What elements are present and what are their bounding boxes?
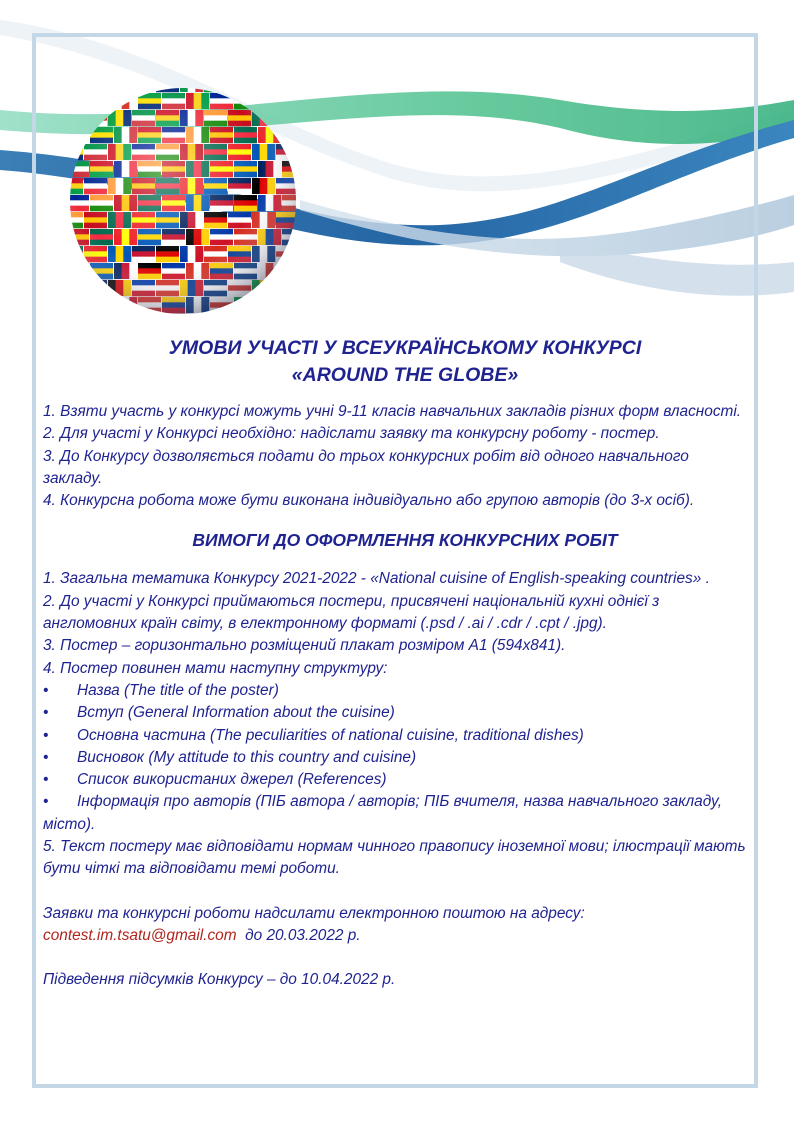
bullet-icon: •: [43, 704, 49, 722]
requirement-item: 1. Загальна тематика Конкурсу 2021-2022 - «National cuisine of English-speaking countries» .: [43, 570, 710, 588]
structure-item: [43, 680, 751, 702]
structure-item-text: Назва (The title of the poster): [77, 681, 279, 699]
contact-email-link[interactable]: contest.im.tsatu@gmail.com: [43, 926, 237, 944]
structure-item: [43, 769, 751, 791]
structure-item: [43, 747, 751, 769]
requirement-item: 4. Постер повинен мати наступну структуру:: [43, 659, 388, 677]
main-content: [43, 335, 751, 992]
condition-item: 4. Конкурсна робота може бути виконана індивідуально або групою авторів (до 3-х осіб).: [43, 492, 695, 510]
requirements-list: [43, 568, 751, 880]
structure-item-text: Висновок (My attitude to this country and cuisine): [77, 748, 417, 766]
requirement-item: 3. Постер – горизонтально розміщений плакат розміром А1 (594х841).: [43, 637, 566, 655]
requirements-title: ВИМОГИ ДО ОФОРМЛЕННЯ КОНКУРСНИХ РОБІТ: [192, 530, 618, 551]
requirement-item: 5. Текст постеру має відповідати нормам чинного правопису іноземної мови; ілюстрації мають бути чіткі та відповідати темі роботи.: [43, 838, 746, 878]
bullet-icon: •: [43, 793, 49, 811]
bullet-icon: •: [43, 681, 49, 699]
condition-item: 1. Взяти участь у конкурсі можуть учні 9-11 класів навчальних закладів різних форм власності.: [43, 403, 742, 420]
requirement-item: 2. До участі у Конкурсі приймаються постери, присвячені національній кухні однієї з англомовних країн світу, в електронному форматі (.psd / .ai / .cdr / .cpt / .jpg).: [43, 592, 660, 633]
bullet-icon: •: [43, 726, 49, 744]
results-date: Підведення підсумків Конкурсу – до 10.04.2022 р.: [43, 971, 396, 989]
structure-item-text: Основна частина (The peculiarities of national cuisine, traditional dishes): [77, 726, 584, 744]
structure-item-text: Вступ (General Information about the cuisine): [77, 704, 395, 722]
structure-item: [43, 725, 751, 747]
submission-text: Заявки та конкурсні роботи надсилати електронною поштою на адресу:: [43, 904, 585, 922]
bullet-icon: •: [43, 748, 49, 766]
structure-item-wrapped: [43, 791, 751, 836]
title-line-1: УМОВИ УЧАСТІ У ВСЕУКРАЇНСЬКОМУ КОНКУРСІ: [168, 337, 642, 359]
submission-line: [43, 925, 751, 947]
title-line-2: «AROUND THE GLOBE»: [291, 364, 519, 386]
structure-item-text: Список використаних джерел (References): [77, 771, 387, 789]
condition-item: 2. Для участі у Конкурсі необхідно: надіслати заявку та конкурсну роботу - постер.: [43, 425, 660, 443]
bullet-icon: •: [43, 771, 49, 789]
page-title: [43, 335, 751, 389]
structure-item: [43, 702, 751, 724]
structure-item-text: Інформація про авторів (ПІБ автора / авторів; ПІБ вчителя, назва навчального закладу, місто).: [43, 793, 722, 833]
conditions-list: [43, 401, 751, 512]
condition-item: 3. До Конкурсу дозволяється подати до трьох конкурсних робіт від одного навчального закладу.: [43, 447, 689, 487]
submission-deadline: до 20.03.2022 р.: [236, 926, 361, 944]
